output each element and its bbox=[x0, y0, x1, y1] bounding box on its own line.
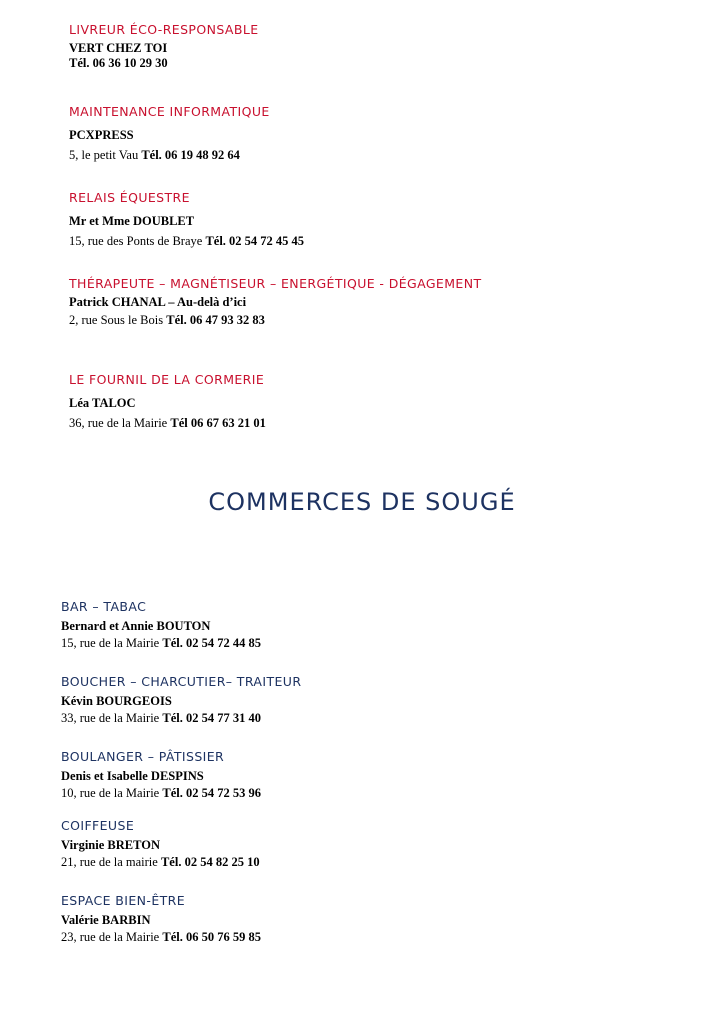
entry-phone: Tél. 02 54 72 45 45 bbox=[205, 234, 305, 248]
entry-maintenance bbox=[69, 104, 270, 163]
entry-address: 21, rue de la mairie Tél. 02 54 82 25 10 bbox=[61, 855, 260, 869]
entry-therapeute bbox=[69, 276, 482, 328]
entry-address: 10, rue de la Mairie Tél. 02 54 72 53 96 bbox=[61, 786, 261, 800]
entry-address: 23, rue de la Mairie Tél. 06 50 76 59 85 bbox=[61, 930, 261, 944]
entry-address: 33, rue de la Mairie Tél. 02 54 77 31 40 bbox=[61, 711, 261, 725]
entry-heading: ESPACE BIEN-ÊTRE bbox=[61, 893, 186, 908]
entry-phone: Tél 06 67 63 21 01 bbox=[170, 416, 266, 430]
entry-phone: Tél. 06 47 93 32 83 bbox=[166, 313, 265, 327]
entry-phone: Tél. 02 54 72 53 96 bbox=[162, 786, 261, 800]
entry-heading: BOUCHER – CHARCUTIER– TRAITEUR bbox=[61, 674, 302, 689]
entry-coiffeuse bbox=[61, 818, 260, 870]
entry-phone: Tél. 06 50 76 59 85 bbox=[162, 930, 261, 944]
entry-livreur bbox=[69, 22, 259, 71]
entry-name: Léa TALOC bbox=[69, 396, 136, 410]
entry-name: Patrick CHANAL – Au-delà d’ici bbox=[69, 295, 247, 309]
entry-heading: BOULANGER – PÂTISSIER bbox=[61, 749, 225, 764]
entry-address: 2, rue Sous le Bois Tél. 06 47 93 32 83 bbox=[69, 313, 265, 327]
entry-phone: Tél. 02 54 72 44 85 bbox=[162, 636, 261, 650]
entry-phone: Tél. 06 19 48 92 64 bbox=[141, 148, 240, 162]
entry-relais bbox=[69, 190, 304, 249]
entry-bar-tabac bbox=[61, 599, 261, 651]
section-title: COMMERCES DE SOUGÉ bbox=[208, 488, 516, 516]
entry-heading: RELAIS ÉQUESTRE bbox=[69, 190, 190, 205]
entry-phone: Tél. 02 54 77 31 40 bbox=[162, 711, 261, 725]
entry-address: 5, le petit Vau Tél. 06 19 48 92 64 bbox=[69, 148, 240, 162]
entry-heading: COIFFEUSE bbox=[61, 818, 135, 833]
entry-address: 15, rue de la Mairie Tél. 02 54 72 44 85 bbox=[61, 636, 261, 650]
entry-heading: THÉRAPEUTE – MAGNÉTISEUR – ENERGÉTIQUE - DÉGAGEMENT bbox=[69, 276, 482, 291]
entry-espace-bien-etre bbox=[61, 893, 261, 945]
entry-heading: LE FOURNIL DE LA CORMERIE bbox=[69, 372, 265, 387]
entry-name: VERT CHEZ TOI bbox=[69, 41, 168, 55]
entry-name: PCXPRESS bbox=[69, 128, 134, 142]
entry-heading: LIVREUR ÉCO-RESPONSABLE bbox=[69, 22, 259, 37]
entry-address: 15, rue des Ponts de Braye Tél. 02 54 72 45 45 bbox=[69, 234, 305, 248]
entry-name: Mr et Mme DOUBLET bbox=[69, 214, 195, 228]
entry-heading: MAINTENANCE INFORMATIQUE bbox=[69, 104, 270, 119]
entry-address: 36, rue de la Mairie Tél 06 67 63 21 01 bbox=[69, 416, 266, 430]
entry-name: Bernard et Annie BOUTON bbox=[61, 619, 211, 633]
entry-boulanger bbox=[61, 749, 261, 801]
entry-name: Kévin BOURGEOIS bbox=[61, 694, 172, 708]
entry-heading: BAR – TABAC bbox=[61, 599, 147, 614]
entry-address bbox=[69, 56, 259, 71]
entry-phone: Tél. 06 36 10 29 30 bbox=[69, 56, 168, 70]
entry-phone: Tél. 02 54 82 25 10 bbox=[160, 855, 260, 869]
entry-name: Virginie BRETON bbox=[61, 838, 160, 852]
entry-name: Valérie BARBIN bbox=[61, 913, 151, 927]
entry-name: Denis et Isabelle DESPINS bbox=[61, 769, 204, 783]
entry-fournil bbox=[69, 372, 266, 431]
entry-boucher bbox=[61, 674, 301, 726]
